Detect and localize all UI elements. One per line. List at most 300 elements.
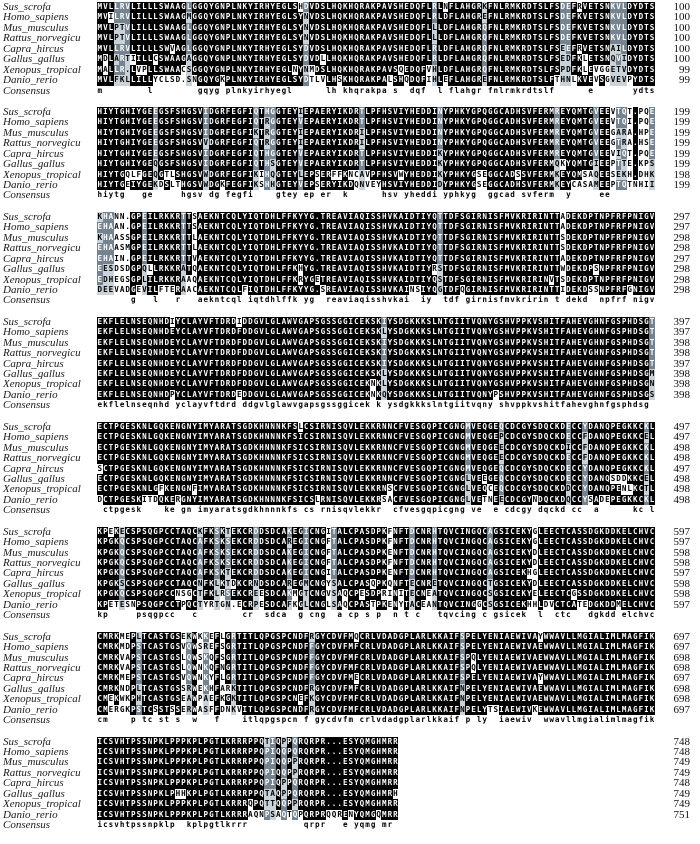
residue-cell: D: [443, 12, 448, 22]
residue-cell: T: [560, 537, 566, 547]
residue-cell: C: [103, 432, 108, 442]
residue-cell: D: [538, 473, 543, 483]
residue-cell: E: [97, 243, 103, 253]
residue-cell: G: [421, 453, 426, 463]
residue-cell: L: [649, 494, 655, 504]
residue-cell: L: [649, 421, 655, 431]
residue-cell: H: [454, 127, 460, 137]
residue-cell: Y: [443, 117, 448, 127]
residue-cell: D: [588, 442, 593, 452]
residue-cell: C: [443, 442, 448, 452]
residue-cell: A: [593, 442, 599, 452]
residue-cell: G: [404, 337, 409, 347]
residue-cell: V: [292, 358, 298, 368]
residue-cell: N: [493, 22, 499, 32]
residue-cell: N: [649, 379, 655, 389]
residue-cell: G: [437, 284, 443, 294]
residue-cell: L: [276, 369, 281, 378]
residue-cell: G: [276, 148, 281, 158]
residue-cell: S: [136, 369, 142, 378]
residue-cell: Y: [465, 106, 471, 116]
residue-cell: Y: [292, 138, 298, 148]
residue-cell: S: [554, 64, 560, 74]
residue-cell: L: [538, 547, 543, 557]
residue-cell: M: [97, 22, 103, 32]
residue-cell: T: [404, 526, 409, 536]
alignment-row: [0, 107, 700, 117]
residue-cell: K: [342, 117, 348, 127]
residue-cell: S: [610, 169, 616, 179]
residue-cell: F: [605, 389, 610, 399]
residue-cell: K: [170, 253, 175, 263]
residue-cell: I: [504, 547, 510, 557]
residue-cell: I: [471, 222, 476, 232]
residue-cell: I: [303, 526, 309, 536]
residue-cell: A: [354, 222, 359, 232]
residue-cell: E: [621, 547, 627, 557]
residue-cell: S: [599, 22, 605, 32]
residue-cell: S: [370, 274, 376, 284]
residue-cell: C: [276, 537, 281, 547]
consensus-cell: d: [426, 190, 432, 200]
residue-cell: G: [130, 243, 136, 253]
residue-cell: Y: [426, 232, 432, 242]
residue-cell: E: [331, 274, 337, 284]
residue-cell: P: [627, 75, 632, 85]
residue-cell: K: [370, 453, 376, 463]
residue-cell: P: [448, 127, 454, 137]
residue-cell: D: [560, 421, 566, 431]
residue-cell: R: [359, 54, 365, 64]
residue-cell: F: [421, 22, 426, 32]
residue-cell: G: [487, 463, 493, 473]
residue-cell: E: [538, 148, 543, 158]
sequence-cells: [97, 65, 655, 75]
residue-cell: L: [276, 389, 281, 399]
residue-cell: P: [621, 337, 627, 347]
residue-cell: Q: [605, 484, 610, 494]
residue-cell: E: [482, 12, 487, 22]
residue-cell: V: [404, 442, 409, 452]
residue-cell: S: [326, 348, 331, 358]
residue-cell: G: [460, 494, 465, 504]
residue-cell: D: [398, 379, 404, 389]
residue-cell: Q: [253, 232, 259, 242]
consensus-cell: n: [543, 295, 549, 305]
residue-cell: E: [571, 264, 577, 274]
residue-cell: E: [515, 537, 521, 547]
residue-cell: L: [142, 33, 147, 43]
residue-cell: G: [448, 421, 454, 431]
residue-cell: G: [276, 138, 281, 148]
residue-cell: M: [549, 148, 554, 158]
residue-cell: Y: [209, 453, 214, 463]
residue-cell: D: [421, 169, 426, 179]
residue-cell: H: [543, 369, 549, 378]
residue-cell: K: [644, 421, 649, 431]
residue-cell: D: [248, 316, 253, 326]
residue-cell: N: [130, 389, 136, 399]
residue-cell: C: [549, 453, 554, 463]
residue-cell: S: [315, 389, 320, 399]
species-label: Danio_rerio: [3, 494, 58, 506]
residue-cell: Q: [605, 442, 610, 452]
residue-cell: T: [108, 484, 114, 494]
residue-cell: R: [220, 473, 225, 483]
residue-cell: H: [432, 64, 437, 74]
residue-cell: Y: [633, 43, 638, 53]
residue-cell: Q: [482, 159, 487, 169]
residue-cell: T: [443, 389, 448, 399]
residue-cell: S: [326, 389, 331, 399]
residue-cell: Y: [209, 442, 214, 452]
residue-cell: S: [415, 432, 421, 442]
consensus-cell: e: [170, 505, 175, 515]
residue-cell: V: [170, 43, 175, 53]
residue-cell: G: [192, 33, 197, 43]
residue-cell: E: [119, 348, 125, 358]
residue-cell: S: [164, 127, 170, 137]
residue-cell: K: [415, 327, 421, 337]
residue-cell: S: [130, 537, 136, 547]
residue-cell: G: [153, 442, 158, 452]
residue-cell: G: [493, 180, 499, 189]
residue-cell: S: [136, 327, 142, 337]
residue-cell: L: [621, 2, 627, 11]
residue-cell: I: [454, 358, 460, 368]
consensus-cell: r: [476, 295, 482, 305]
residue-cell: E: [170, 327, 175, 337]
residue-cell: H: [331, 12, 337, 22]
residue-cell: L: [499, 43, 504, 53]
residue-cell: M: [510, 43, 515, 53]
residue-cell: Q: [566, 494, 571, 504]
consensus-cell: g: [197, 85, 203, 95]
residue-cell: V: [197, 159, 203, 169]
residue-cell: A: [186, 54, 192, 64]
residue-cell: S: [136, 348, 142, 358]
residue-cell: F: [158, 284, 164, 294]
residue-cell: D: [421, 127, 426, 137]
residue-cell: T: [220, 253, 225, 263]
residue-cell: G: [471, 138, 476, 148]
residue-cell: M: [97, 33, 103, 43]
residue-cell: T: [644, 54, 649, 64]
residue-cell: R: [158, 274, 164, 284]
residue-cell: G: [337, 358, 342, 368]
residue-cell: T: [309, 75, 315, 85]
residue-cell: E: [577, 316, 582, 326]
residue-cell: C: [354, 327, 359, 337]
residue-cell: S: [638, 358, 644, 368]
residue-cell: P: [605, 211, 610, 221]
residue-cell: S: [119, 232, 125, 242]
residue-cell: K: [281, 442, 287, 452]
residue-cell: T: [593, 232, 599, 242]
consensus-cell: h: [409, 190, 415, 200]
residue-cell: S: [415, 442, 421, 452]
residue-cell: N: [270, 453, 275, 463]
residue-number: 298: [673, 231, 690, 244]
residue-cell: G: [270, 369, 275, 378]
residue-cell: S: [292, 432, 298, 442]
residue-cell: A: [381, 54, 387, 64]
residue-cell: C: [348, 537, 354, 547]
residue-cell: I: [348, 222, 354, 232]
residue-cell: P: [605, 222, 610, 232]
residue-cell: C: [515, 473, 521, 483]
residue-cell: S: [437, 274, 443, 284]
residue-cell: V: [404, 463, 409, 473]
residue-cell: N: [599, 369, 605, 378]
residue-cell: H: [504, 389, 510, 399]
residue-cell: I: [471, 253, 476, 263]
residue-cell: S: [175, 106, 181, 116]
residue-cell: L: [114, 358, 119, 368]
residue-cell: K: [633, 432, 638, 442]
residue-cell: G: [158, 138, 164, 148]
residue-cell: T: [549, 211, 554, 221]
residue-cell: H: [348, 33, 354, 43]
residue-cell: E: [415, 106, 421, 116]
residue-cell: Y: [242, 274, 248, 284]
species-label: Mus_musculus: [3, 337, 69, 349]
residue-cell: R: [354, 127, 359, 137]
residue-cell: T: [175, 547, 181, 557]
residue-cell: L: [186, 337, 192, 347]
residue-cell: R: [504, 33, 510, 43]
residue-cell: G: [644, 327, 649, 337]
residue-cell: R: [521, 253, 527, 263]
residue-cell: C: [354, 337, 359, 347]
residue-cell: A: [192, 316, 197, 326]
residue-cell: Y: [292, 180, 298, 189]
residue-cell: A: [192, 348, 197, 358]
residue-cell: A: [337, 526, 342, 536]
residue-cell: K: [164, 473, 170, 483]
residue-cell: N: [153, 316, 158, 326]
residue-cell: P: [448, 169, 454, 179]
residue-cell: I: [253, 33, 259, 43]
residue-cell: V: [342, 274, 348, 284]
residue-cell: E: [627, 159, 632, 169]
residue-cell: Q: [342, 453, 348, 463]
consensus-cell: t: [443, 295, 448, 305]
consensus-cell: g: [214, 190, 220, 200]
residue-cell: N: [276, 453, 281, 463]
residue-cell: T: [644, 22, 649, 32]
residue-cell: H: [97, 180, 103, 189]
consensus-cell: l: [276, 400, 281, 410]
residue-cell: A: [566, 337, 571, 347]
residue-cell: S: [560, 274, 566, 284]
residue-cell: M: [549, 180, 554, 189]
residue-cell: E: [203, 264, 209, 274]
residue-cell: Y: [197, 389, 203, 399]
residue-cell: G: [342, 379, 348, 389]
residue-cell: .: [181, 75, 186, 85]
residue-cell: N: [186, 463, 192, 473]
residue-cell: A: [214, 494, 220, 504]
residue-cell: R: [220, 127, 225, 137]
residue-cell: H: [298, 264, 303, 274]
residue-cell: Q: [482, 421, 487, 431]
consensus-cell: c: [354, 400, 359, 410]
residue-cell: C: [571, 453, 577, 463]
residue-cell: I: [331, 473, 337, 483]
residue-cell: Y: [527, 463, 532, 473]
residue-cell: C: [276, 547, 281, 557]
residue-cell: S: [158, 54, 164, 64]
residue-cell: E: [649, 106, 655, 116]
residue-cell: I: [103, 159, 108, 169]
residue-cell: D: [248, 473, 253, 483]
residue-cell: Y: [331, 159, 337, 169]
residue-cell: F: [571, 12, 577, 22]
alignment-row: [0, 44, 700, 54]
residue-cell: I: [348, 358, 354, 368]
residue-cell: A: [303, 327, 309, 337]
residue-cell: C: [192, 284, 197, 294]
residue-cell: G: [320, 327, 326, 337]
residue-cell: V: [582, 43, 588, 53]
residue-cell: E: [287, 138, 292, 148]
residue-cell: D: [315, 43, 320, 53]
residue-cell: S: [331, 348, 337, 358]
residue-cell: E: [566, 12, 571, 22]
consensus-cell: y: [108, 190, 114, 200]
residue-cell: V: [387, 243, 393, 253]
residue-cell: F: [281, 222, 287, 232]
residue-cell: D: [621, 473, 627, 483]
residue-cell: Q: [153, 159, 158, 169]
residue-cell: L: [454, 75, 460, 85]
residue-cell: D: [248, 442, 253, 452]
alignment-row: [0, 527, 700, 537]
residue-cell: S: [331, 316, 337, 326]
residue-cell: P: [114, 33, 119, 43]
residue-cell: K: [649, 169, 655, 179]
residue-cell: G: [493, 159, 499, 169]
residue-cell: R: [426, 537, 432, 547]
residue-cell: D: [426, 148, 432, 158]
residue-cell: P: [376, 75, 381, 85]
residue-cell: V: [393, 148, 398, 158]
residue-cell: R: [359, 33, 365, 43]
residue-cell: I: [348, 337, 354, 347]
residue-cell: A: [175, 43, 181, 53]
residue-cell: S: [292, 75, 298, 85]
residue-cell: R: [432, 43, 437, 53]
residue-cell: G: [342, 337, 348, 347]
residue-cell: D: [231, 316, 236, 326]
residue-cell: Y: [248, 22, 253, 32]
residue-cell: S: [164, 148, 170, 158]
residue-cell: S: [292, 473, 298, 483]
residue-cell: K: [644, 442, 649, 452]
residue-cell: Y: [465, 127, 471, 137]
residue-cell: K: [97, 558, 103, 567]
residue-cell: K: [515, 232, 521, 242]
sequence-cells: [97, 422, 655, 432]
residue-cell: L: [186, 43, 192, 53]
residue-cell: S: [599, 75, 605, 85]
residue-cell: I: [315, 432, 320, 442]
residue-cell: E: [97, 432, 103, 442]
residue-cell: L: [426, 33, 432, 43]
residue-cell: C: [225, 222, 231, 232]
residue-cell: Y: [303, 211, 309, 221]
residue-cell: G: [493, 106, 499, 116]
consensus-cell: d: [231, 400, 236, 410]
residue-cell: D: [248, 453, 253, 463]
residue-cell: I: [549, 337, 554, 347]
residue-cell: S: [370, 264, 376, 274]
residue-cell: K: [136, 484, 142, 494]
residue-cell: G: [276, 117, 281, 127]
residue-cell: L: [621, 43, 627, 53]
residue-cell: V: [387, 222, 393, 232]
residue-cell: D: [566, 274, 571, 284]
residue-cell: H: [644, 169, 649, 179]
consensus-cell: a: [281, 400, 287, 410]
residue-cell: N: [381, 484, 387, 494]
residue-cell: G: [460, 432, 465, 442]
residue-cell: K: [164, 211, 170, 221]
residue-cell: T: [644, 33, 649, 43]
residue-cell: H: [125, 127, 130, 137]
sequence-cells: [97, 443, 655, 453]
residue-cell: E: [331, 232, 337, 242]
residue-cell: E: [499, 442, 504, 452]
residue-cell: S: [582, 547, 588, 557]
residue-cell: P: [610, 494, 616, 504]
residue-cell: H: [409, 117, 415, 127]
residue-cell: K: [627, 442, 632, 452]
residue-cell: D: [638, 75, 644, 85]
consensus-cell: i: [348, 295, 354, 305]
residue-cell: G: [253, 348, 259, 358]
residue-cell: G: [253, 379, 259, 389]
residue-cell: N: [130, 379, 136, 389]
residue-cell: D: [348, 180, 354, 189]
residue-cell: D: [605, 547, 610, 557]
residue-cell: S: [130, 463, 136, 473]
residue-cell: Y: [175, 379, 181, 389]
residue-cell: C: [499, 127, 504, 137]
residue-cell: R: [158, 264, 164, 274]
residue-cell: H: [627, 358, 632, 368]
residue-cell: I: [197, 473, 203, 483]
residue-cell: P: [114, 494, 119, 504]
sequence-cells: [97, 23, 655, 33]
residue-cell: I: [538, 284, 543, 294]
residue-cell: S: [175, 138, 181, 148]
residue-cell: M: [549, 117, 554, 127]
residue-cell: G: [448, 494, 454, 504]
residue-cell: P: [225, 22, 231, 32]
residue-cell: H: [504, 348, 510, 358]
consensus-row: [0, 295, 700, 305]
residue-cell: G: [119, 148, 125, 158]
residue-cell: E: [292, 547, 298, 557]
residue-cell: K: [577, 253, 582, 263]
residue-cell: E: [404, 12, 409, 22]
residue-number: 99: [679, 63, 690, 76]
residue-cell: I: [326, 526, 331, 536]
residue-cell: T: [108, 463, 114, 473]
residue-cell: A: [354, 284, 359, 294]
